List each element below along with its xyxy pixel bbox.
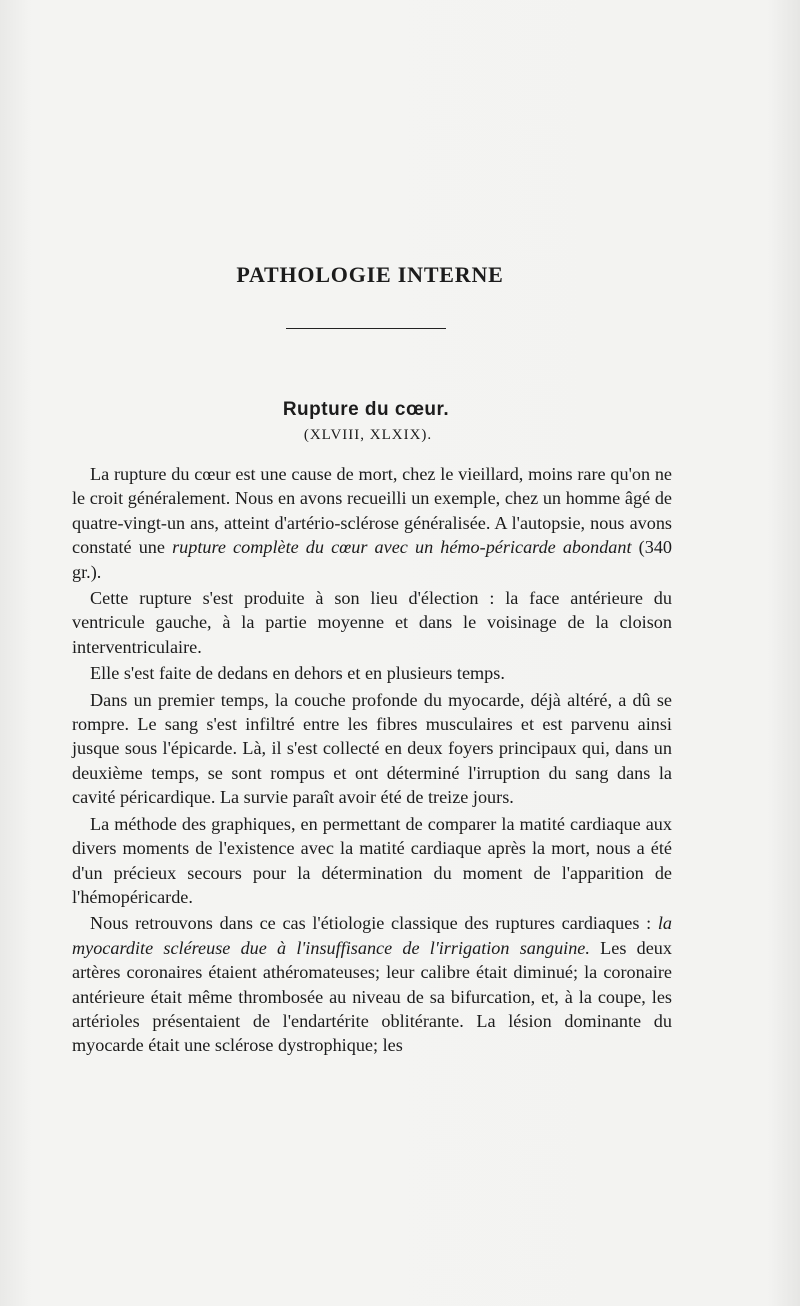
article-references: (XLVIII, XLXIX).	[303, 427, 433, 443]
paragraph-5: La méthode des graphiques, en permettant de comparer la matité cardiaque aux divers moments de l'existence avec la matité cardiaque après la mort, nous a été d'un précieux secours pour la détermination du moment de l'apparition de l'hémopéricarde.	[72, 813, 672, 907]
section-title: PATHOLOGIE INTERNE	[236, 262, 504, 287]
paragraph-4: Dans un premier temps, la couche profonde du myocarde, déjà altéré, a dû se rompre. Le sang s'est infiltré entre les fibres musculaires et est parvenu ainsi jusque sous l'épicarde. Là, il s'est collecté en deux foyers principaux qui, dans un deuxième temps, se sont rompus et ont déterminé l'irruption du sang dans la cavité péricardique. La survie paraît avoir été de treize jours.	[72, 689, 672, 808]
article-body	[72, 462, 672, 1060]
paragraph-1: La rupture du cœur est une cause de mort, chez le vieillard, moins rare qu'on ne le croit généralement. Nous en avons recueilli un exemple, chez un homme âgé de quatre-vingt-un ans, atteint d'artério-sclérose généralisée. A l'autopsie, nous avons constaté une rupture complète du cœur avec un hémo-péricarde abondant (340 gr.).	[72, 464, 673, 582]
paragraph-6: Nous retrouvons dans ce cas l'étiologie classique des ruptures cardiaques : la myocardite scléreuse due à l'insuffisance de l'irrigation sanguine. Les deux artères coronaires étaient athéromateuses; leur calibre était diminué; la coronaire antérieure était même thrombosée au niveau de sa bifurcation, et, à la coupe, les artérioles présentaient de l'endartérite oblitérante. La lésion dominante du myocarde était une sclérose dystrophique; les	[72, 913, 672, 1056]
title-rule-divider	[286, 328, 446, 329]
article-title: Rupture du cœur.	[282, 399, 450, 420]
paragraph-3: Elle s'est faite de dedans en dehors et en plusieurs temps.	[90, 663, 505, 684]
paragraph-2: Cette rupture s'est produite à son lieu d'élection : la face antérieure du ventricule gauche, à la partie moyenne et dans le voisinage de la cloison interventriculaire.	[72, 588, 672, 657]
